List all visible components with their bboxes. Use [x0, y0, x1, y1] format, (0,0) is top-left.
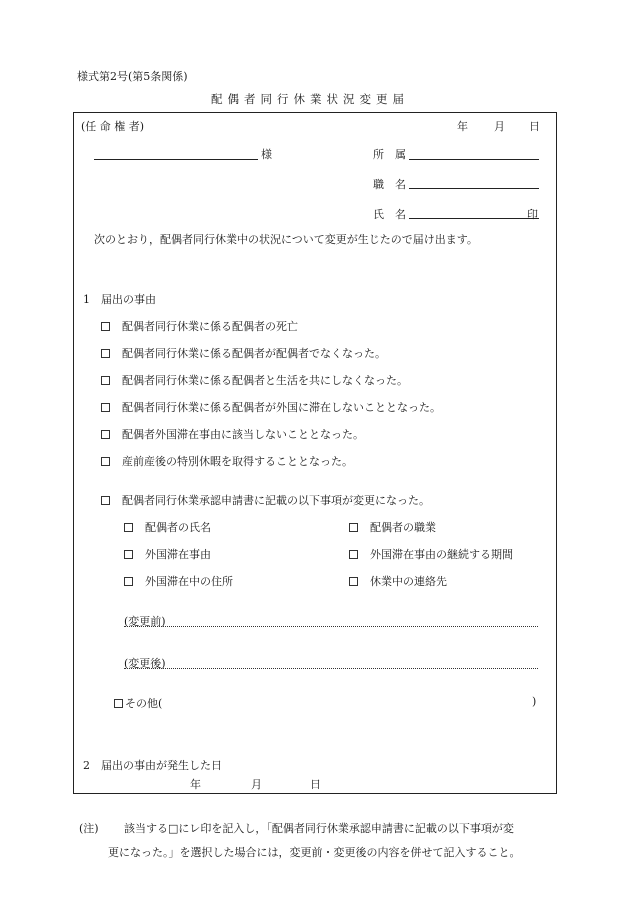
- checkbox[interactable]: [114, 699, 123, 708]
- change-item[interactable]: 配偶者の氏名: [124, 519, 211, 535]
- reason-item[interactable]: 配偶者同行休業に係る配偶者の死亡: [101, 318, 298, 334]
- change-reason-item[interactable]: 配偶者同行休業承認申請書に記載の以下事項が変更になった。: [101, 492, 430, 508]
- checkbox[interactable]: [101, 376, 110, 385]
- checkbox[interactable]: [101, 403, 110, 412]
- checkbox[interactable]: [349, 550, 358, 559]
- addressee-field[interactable]: [94, 159, 258, 160]
- checkbox[interactable]: [101, 496, 110, 505]
- date-year-label: 年: [457, 120, 468, 133]
- change-item[interactable]: 休業中の連絡先: [349, 573, 447, 589]
- checkbox[interactable]: [101, 349, 110, 358]
- change-item[interactable]: 配偶者の職業: [349, 519, 436, 535]
- note-label: (注): [79, 822, 99, 835]
- date-day-label: 日: [529, 120, 540, 133]
- reason-item[interactable]: 配偶者同行休業に係る配偶者が配偶者でなくなった。: [101, 345, 386, 361]
- note-line-2: 更になった。」を選択した場合には，変更前・変更後の内容を併せて記入すること。: [108, 846, 521, 859]
- before-field[interactable]: [124, 626, 538, 627]
- seal-label: 印: [527, 208, 538, 221]
- checkbox[interactable]: [124, 550, 133, 559]
- other-item[interactable]: その他(: [114, 695, 162, 711]
- name-label: 氏 名: [373, 208, 406, 221]
- section1-heading: 1 届出の事由: [83, 293, 156, 306]
- reason-item[interactable]: 配偶者同行休業に係る配偶者と生活を共にしなくなった。: [101, 372, 408, 388]
- other-close-paren: ): [532, 695, 537, 708]
- position-label: 職 名: [373, 178, 406, 191]
- checkbox[interactable]: [124, 577, 133, 586]
- intro-text: 次のとおり，配偶者同行休業中の状況について変更が生じたので届け出ます。: [94, 233, 478, 246]
- reason-item[interactable]: 配偶者外国滞在事由に該当しないこととなった。: [101, 426, 364, 442]
- checkbox[interactable]: [101, 322, 110, 331]
- checkbox[interactable]: [124, 523, 133, 532]
- appointer-label: (任 命 権 者): [81, 120, 145, 133]
- section2-month: 月: [251, 778, 262, 791]
- name-field[interactable]: [409, 218, 539, 219]
- after-label: (変更後): [124, 657, 166, 670]
- change-item[interactable]: 外国滞在事由の継続する期間: [349, 546, 513, 562]
- date-month-label: 月: [494, 120, 505, 133]
- form-title: 配偶者同行休業状況変更届: [211, 92, 409, 106]
- checkbox[interactable]: [349, 577, 358, 586]
- section2-heading: 2 届出の事由が発生した日: [83, 759, 222, 772]
- checkbox[interactable]: [101, 430, 110, 439]
- form-id: 様式第2号(第5条関係): [77, 70, 188, 83]
- after-field[interactable]: [124, 668, 538, 669]
- section2-day: 日: [310, 778, 321, 791]
- position-field[interactable]: [409, 188, 539, 189]
- checkbox[interactable]: [349, 523, 358, 532]
- note-line-1: 該当する□にレ印を記入し，「配偶者同行休業承認申請書に記載の以下事項が変: [124, 822, 514, 835]
- change-item[interactable]: 外国滞在中の住所: [124, 573, 233, 589]
- before-label: (変更前): [124, 615, 166, 628]
- checkbox[interactable]: [101, 457, 110, 466]
- reason-item[interactable]: 配偶者同行休業に係る配偶者が外国に滞在しないこととなった。: [101, 399, 441, 415]
- affiliation-field[interactable]: [409, 159, 539, 160]
- sama-label: 様: [261, 148, 272, 161]
- section2-year: 年: [190, 778, 201, 791]
- affiliation-label: 所 属: [373, 148, 406, 161]
- change-item[interactable]: 外国滞在事由: [124, 546, 211, 562]
- reason-item[interactable]: 産前産後の特別休暇を取得することとなった。: [101, 453, 353, 469]
